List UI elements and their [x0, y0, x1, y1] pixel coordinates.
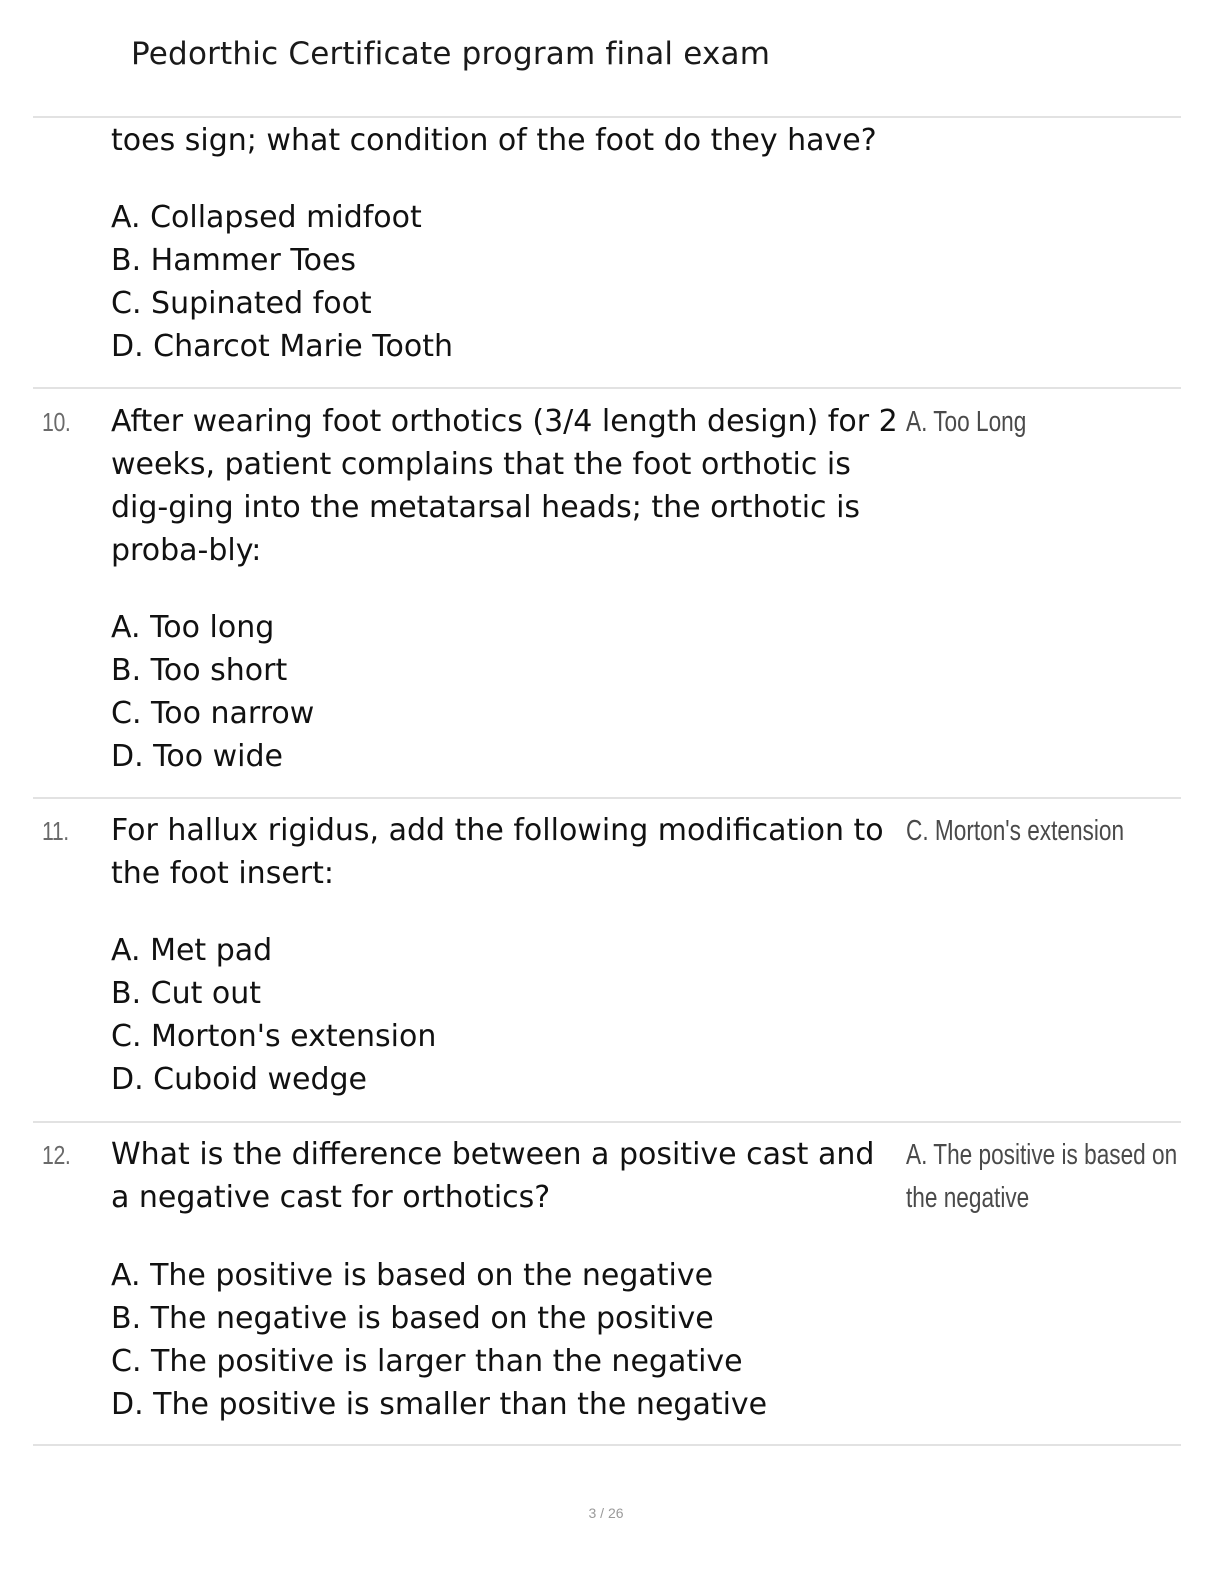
- question-text: What is the difference between a positive cast and a negative cast for orthotics?: [111, 1137, 875, 1215]
- page-header: Pedorthic Certificate program final exam: [131, 36, 771, 72]
- options-list: [111, 1254, 767, 1426]
- question-number: 12.: [42, 1140, 71, 1170]
- options-list: [111, 929, 436, 1101]
- answer-note: [906, 810, 1140, 853]
- divider: [33, 116, 1181, 118]
- page-number: 3 / 26: [588, 1505, 624, 1521]
- question-number: 10.: [42, 407, 71, 437]
- divider: [33, 1121, 1181, 1123]
- answer-line: the negative: [906, 1182, 1030, 1214]
- question-text: For hallux rigidus, add the following modification to the foot insert:: [111, 813, 884, 891]
- option-c: C. Supinated foot: [111, 286, 372, 321]
- option-b: B. The negative is based on the positive: [111, 1301, 714, 1336]
- option-b: B. Hammer Toes: [111, 243, 357, 278]
- answer-line: A. Too Long: [906, 406, 1027, 438]
- options-list: [111, 606, 314, 778]
- option-a: A. Met pad: [111, 933, 273, 968]
- option-a: A. The positive is based on the negative: [111, 1258, 714, 1293]
- option-a: A. Collapsed midfoot: [111, 200, 422, 235]
- question-text: After wearing foot orthotics (3/4 length design) for 2 weeks, patient complains that the foot orthotic is dig-ging into the metatarsal heads; the orthotic is proba-bly:: [111, 404, 898, 568]
- option-b: B. Too short: [111, 653, 288, 688]
- answer-note: [906, 1134, 1178, 1220]
- option-c: C. Too narrow: [111, 696, 315, 731]
- divider: [33, 387, 1181, 389]
- divider: [33, 797, 1181, 799]
- question-text: toes sign; what condition of the foot do they have?: [111, 123, 877, 158]
- options-list: [111, 196, 453, 368]
- answer-line: C. Morton's extension: [906, 815, 1125, 847]
- option-b: B. Cut out: [111, 976, 262, 1011]
- option-d: D. Charcot Marie Tooth: [111, 329, 453, 364]
- option-d: D. Too wide: [111, 739, 284, 774]
- divider: [33, 1444, 1181, 1446]
- question-number: 11.: [42, 816, 69, 846]
- option-a: A. Too long: [111, 610, 275, 645]
- option-c: C. The positive is larger than the negative: [111, 1344, 743, 1379]
- option-d: D. Cuboid wedge: [111, 1062, 367, 1097]
- option-c: C. Morton's extension: [111, 1019, 437, 1054]
- option-d: D. The positive is smaller than the negative: [111, 1387, 768, 1422]
- answer-line: A. The positive is based on: [906, 1139, 1178, 1171]
- answer-note: [906, 401, 1140, 444]
